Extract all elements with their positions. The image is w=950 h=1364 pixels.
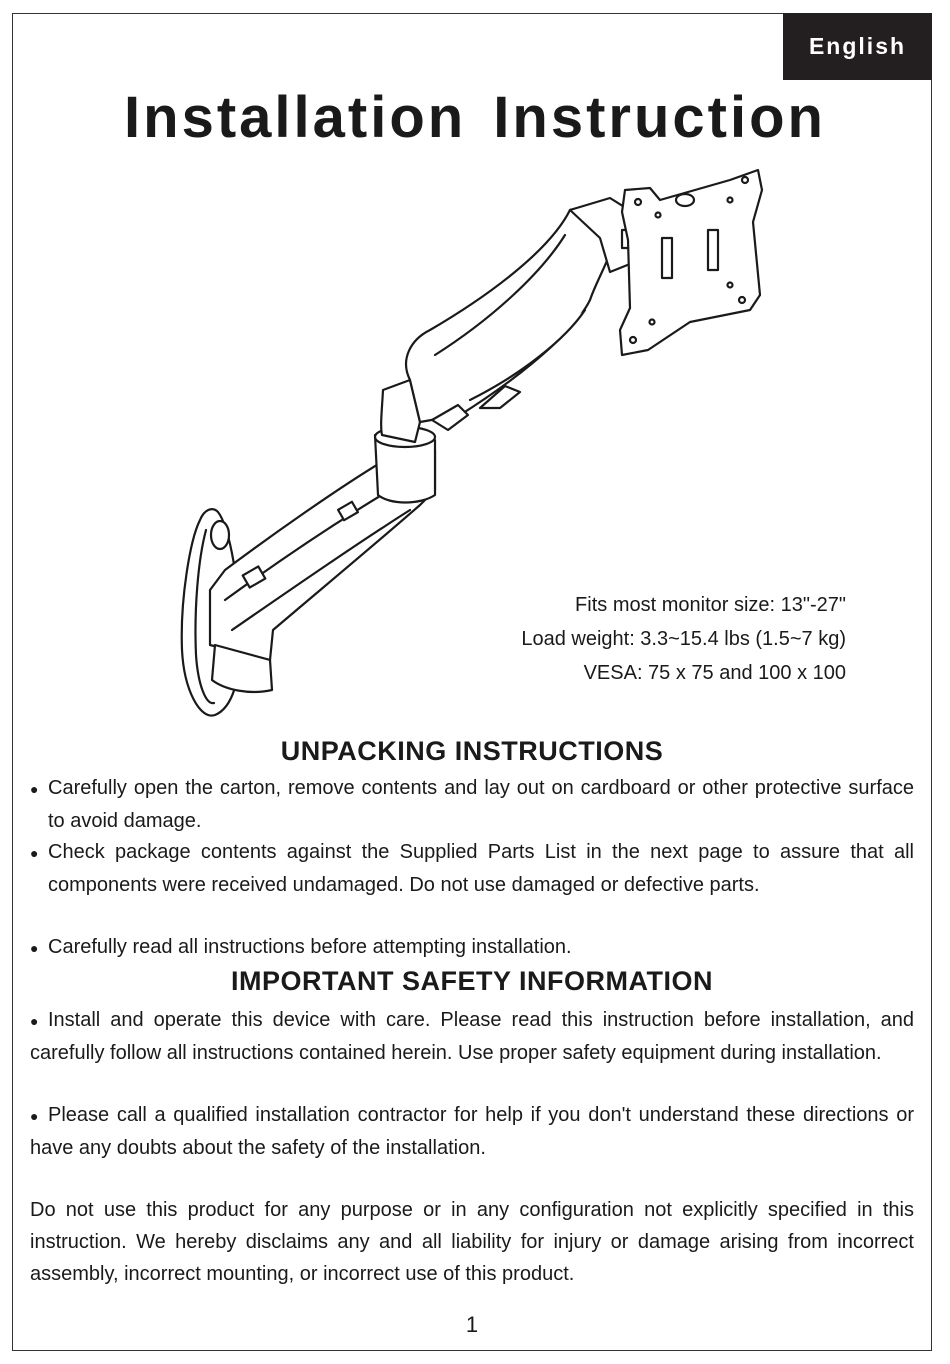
spec-fits: Fits most monitor size: 13"-27" — [575, 594, 846, 616]
unpacking-item-text: Carefully open the carton, remove contents and lay out on cardboard or other protective surface to avoid damage. — [48, 777, 914, 832]
safety-item — [30, 1004, 914, 1069]
safety-item-text: Please call a qualified installation contractor for help if you don't understand these directions or have any doubts about the safety of the installation. — [30, 1104, 914, 1159]
bullet-icon: ● — [30, 1107, 39, 1124]
page-title: Installation Instruction — [124, 85, 826, 150]
unpacking-item — [30, 772, 914, 837]
bullet-icon: ● — [30, 844, 39, 861]
safety-item-text: Install and operate this device with care. Please read this instruction before installation, and carefully follow all instructions contained herein. Use proper safety equipment during installation. — [30, 1009, 914, 1064]
bullet-icon: ● — [30, 780, 39, 797]
unpacking-item-text: Carefully read all instructions before attempting installation. — [48, 936, 572, 958]
spec-vesa: VESA: 75 x 75 and 100 x 100 — [583, 662, 846, 684]
page-number: 1 — [465, 1312, 479, 1337]
safety-item — [30, 1099, 914, 1164]
language-tab-label: English — [808, 33, 907, 59]
safety-heading: IMPORTANT SAFETY INFORMATION — [231, 966, 713, 996]
unpacking-item-text: Check package contents against the Supplied Parts List in the next page to assure that all components were received undamaged. Do not use damaged or defective parts. — [48, 841, 914, 896]
unpacking-heading: UNPACKING INSTRUCTIONS — [280, 736, 664, 766]
specifications — [521, 588, 846, 690]
bullet-icon: ● — [30, 939, 39, 956]
disclaimer: Do not use this product for any purpose or in any configuration not explicitly specified in this instruction. We hereby disclaims any and all liability for injury or damage arising from incorrect assembly, incorrect mounting, or incorrect use of this product. — [30, 1199, 914, 1285]
unpacking-item — [30, 836, 914, 901]
bullet-icon: ● — [30, 1012, 39, 1029]
language-tab — [783, 13, 932, 80]
spec-load: Load weight: 3.3~15.4 lbs (1.5~7 kg) — [521, 628, 846, 650]
unpacking-item — [30, 931, 914, 964]
